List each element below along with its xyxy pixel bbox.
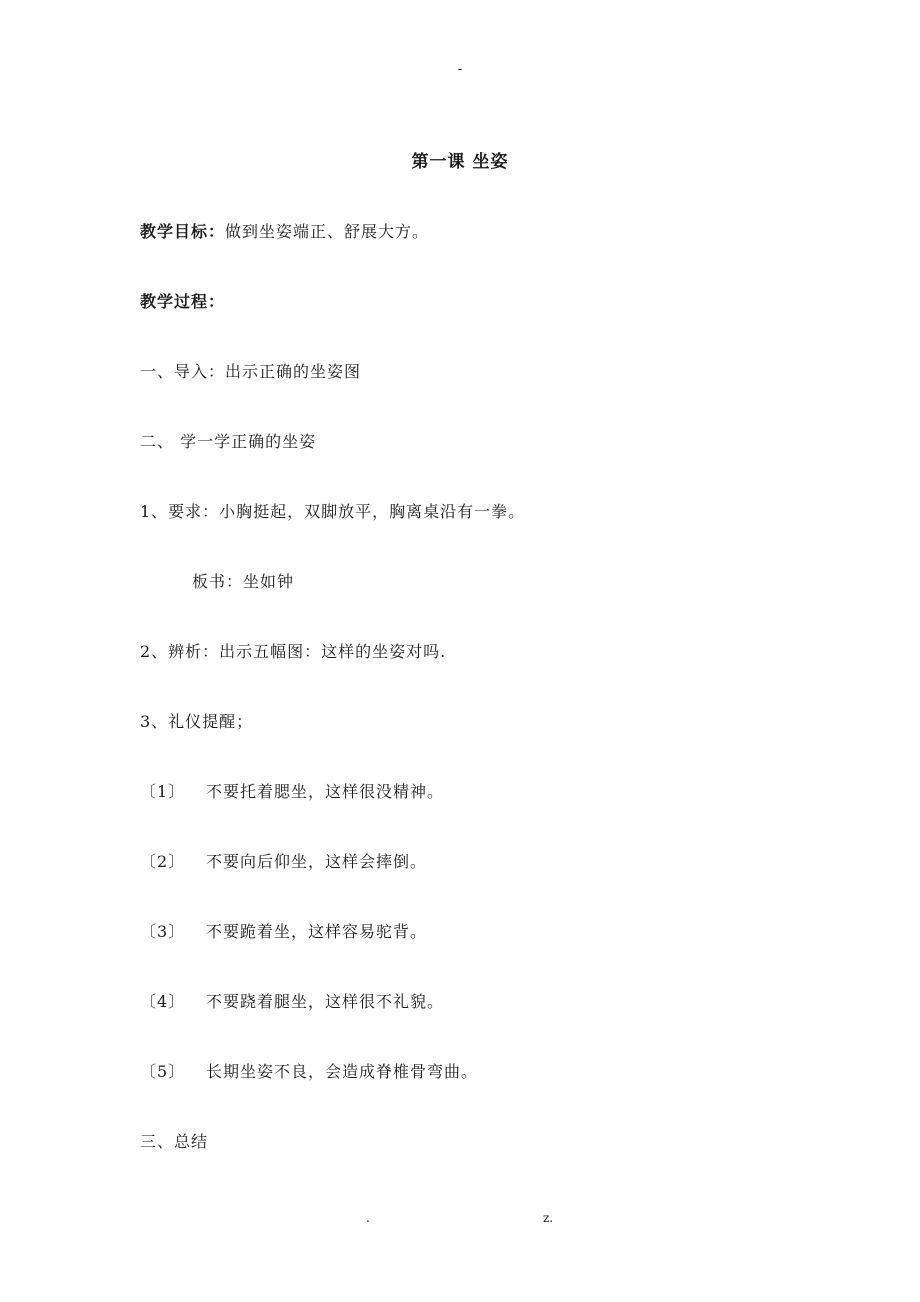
section-learn: 二、 学一学正确的坐姿 <box>140 432 317 451</box>
list-item-text: 长期坐姿不良，会造成脊椎骨弯曲。 <box>206 1062 479 1081</box>
requirement-line: 1、要求：小胸挺起，双脚放平，胸离桌沿有一拳。 <box>140 502 526 521</box>
section-intro: 一、导入：出示正确的坐姿图 <box>140 362 362 381</box>
list-item-text: 不要跪着坐，这样容易驼背。 <box>206 922 428 941</box>
footer-left-mark: . <box>366 1211 370 1225</box>
list-item <box>140 920 427 944</box>
list-item-number: 〔4〕 <box>140 992 186 1011</box>
teaching-goal-text: 做到坐姿端正、舒展大方。 <box>225 222 430 241</box>
list-item-number: 〔1〕 <box>140 782 186 801</box>
analysis-line: 2、辨析：出示五幅图：这样的坐姿对吗. <box>140 642 447 661</box>
list-item-text: 不要向后仰坐，这样会摔倒。 <box>206 852 428 871</box>
footer-right-mark: z. <box>543 1211 554 1225</box>
reminder-heading: 3、礼仪提醒； <box>140 712 254 731</box>
teaching-goal-label: 教学目标： <box>140 222 226 241</box>
list-item <box>140 850 427 874</box>
list-item-text: 不要跷着腿坐，这样很不礼貌。 <box>206 992 445 1011</box>
list-item-text: 不要托着腮坐，这样很没精神。 <box>206 782 445 801</box>
list-item <box>140 990 444 1014</box>
section-summary: 三、总结 <box>140 1132 209 1151</box>
page-title: 第一课 坐姿 <box>411 152 509 172</box>
teaching-goal <box>140 220 429 244</box>
header-mark: - <box>457 62 463 77</box>
teaching-process-label: 教学过程： <box>140 292 226 311</box>
list-item-number: 〔3〕 <box>140 922 186 941</box>
list-item-number: 〔5〕 <box>140 1062 186 1081</box>
teaching-process <box>140 290 225 314</box>
blackboard-line: 板书：坐如钟 <box>192 572 295 591</box>
list-item-number: 〔2〕 <box>140 852 186 871</box>
list-item <box>140 1060 478 1084</box>
list-item <box>140 780 444 804</box>
